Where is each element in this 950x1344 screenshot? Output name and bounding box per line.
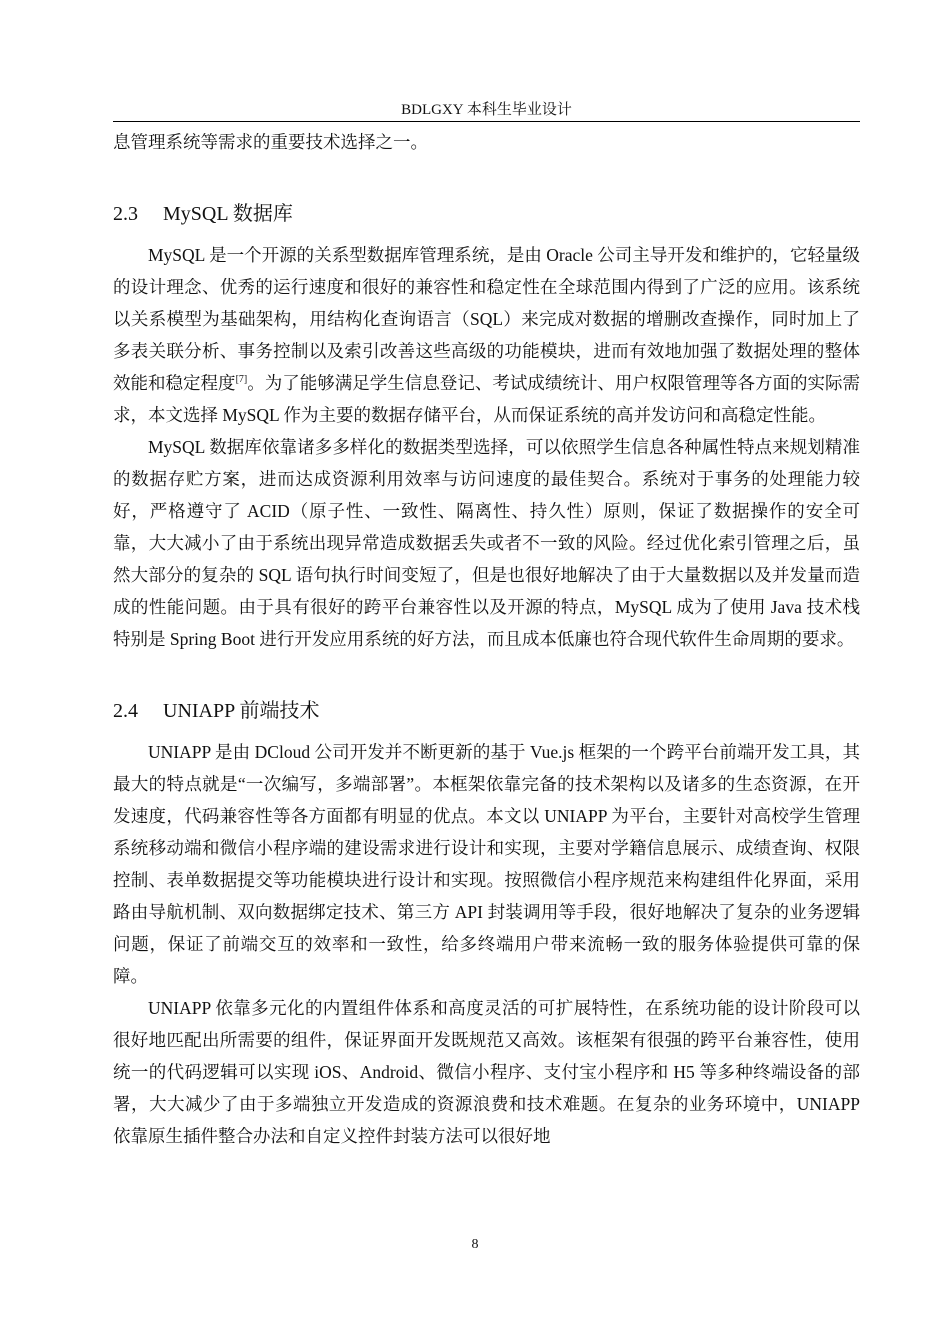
paragraph-mysql-intro — [113, 239, 860, 431]
paragraph-continuation: 息管理系统等需求的重要技术选择之一。 — [113, 132, 428, 152]
section-heading-2-4 — [113, 696, 860, 726]
paragraph-uniapp-components: UNIAPP 依靠多元化的内置组件体系和高度灵活的可扩展特性，在系统功能的设计阶段可以很好地匹配出所需要的组件，保证界面开发既规范又高效。该框架有很强的跨平台兼容性，使用统一的代码逻辑可以实现 iOS、Android、微信小程序、支付宝小程序和 H5 等多种终端设备的部署，大大减少了由于多端独立开发造成的资源浪费和技术难题。在复杂的业务环境中，UNIAPP 依靠原生插件整合办法和自定义控件封装方法可以很好地 — [113, 998, 860, 1146]
paragraph-mysql-features: MySQL 数据库依靠诸多多样化的数据类型选择，可以依照学生信息各种属性特点来规划精准的数据存贮方案，进而达成资源利用效率与访问速度的最佳契合。系统对于事务的处理能力较好，严格遵守了 ACID（原子性、一致性、隔离性、持久性）原则，保证了数据操作的安全可靠，大大减小了由于系统出现异常造成数据丢失或者不一致的风险。经过优化索引管理之后，虽然大部分的复杂的 SQL 语句执行时间变短了，但是也很好地解决了由于大量数据以及并发量而造成的性能问题。由于具有很好的跨平台兼容性以及开源的特点，MySQL 成为了使用 Java 技术栈特别是 Spring Boot 进行开发应用系统的好方法，而且成本低廉也符合现代软件生命周期的要求。 — [113, 437, 860, 649]
paragraph-text: MySQL 是一个开源的关系型数据库管理系统，是由 Oracle 公司主导开发和维护的，它轻量级的设计理念、优秀的运行速度和很好的兼容性和稳定性在全球范围内得到了广泛的应用。该系统以关系模型为基础架构，用结构化查询语言（SQL）来完成对数据的增删改查操作，同时加上了多表关联分析、事务控制以及索引改善这些高级的功能模块，进而有效地加强了数据处理的整体效能和稳定程度 — [113, 245, 860, 393]
page-body — [113, 126, 860, 1152]
citation-ref: [7] — [235, 374, 248, 386]
page-number: 8 — [471, 1237, 479, 1252]
section-title: UNIAPP 前端技术 — [163, 700, 320, 722]
section-title: MySQL 数据库 — [163, 203, 293, 225]
section-number: 2.3 — [113, 203, 138, 225]
running-header: BDLGXY 本科生毕业设计 — [401, 102, 572, 118]
section-number: 2.4 — [113, 700, 138, 722]
header-rule — [113, 121, 860, 122]
paragraph-text: 。为了能够满足学生信息登记、考试成绩统计、用户权限管理等各方面的实际需求，本文选择 MySQL 作为主要的数据存储平台，从而保证系统的高并发访问和高稳定性能。 — [113, 373, 861, 425]
section-heading-2-3 — [113, 199, 860, 229]
paragraph-uniapp-intro: UNIAPP 是由 DCloud 公司开发并不断更新的基于 Vue.js 框架的一个跨平台前端开发工具，其最大的特点就是“一次编写，多端部署”。本框架依靠完备的技术架构以及诸多的生态资源，在开发速度，代码兼容性等各方面都有明显的优点。本文以 UNIAPP 为平台，主要针对高校学生管理系统移动端和微信小程序端的建设需求进行设计和实现，主要对学籍信息展示、成绩查询、权限控制、表单数据提交等功能模块进行设计和实现。按照微信小程序规范来构建组件化界面，采用路由导航机制、双向数据绑定技术、第三方 API 封装调用等手段，很好地解决了复杂的业务逻辑问题，保证了前端交互的效率和一致性，给多终端用户带来流畅一致的服务体验提供可靠的保障。 — [113, 742, 860, 986]
